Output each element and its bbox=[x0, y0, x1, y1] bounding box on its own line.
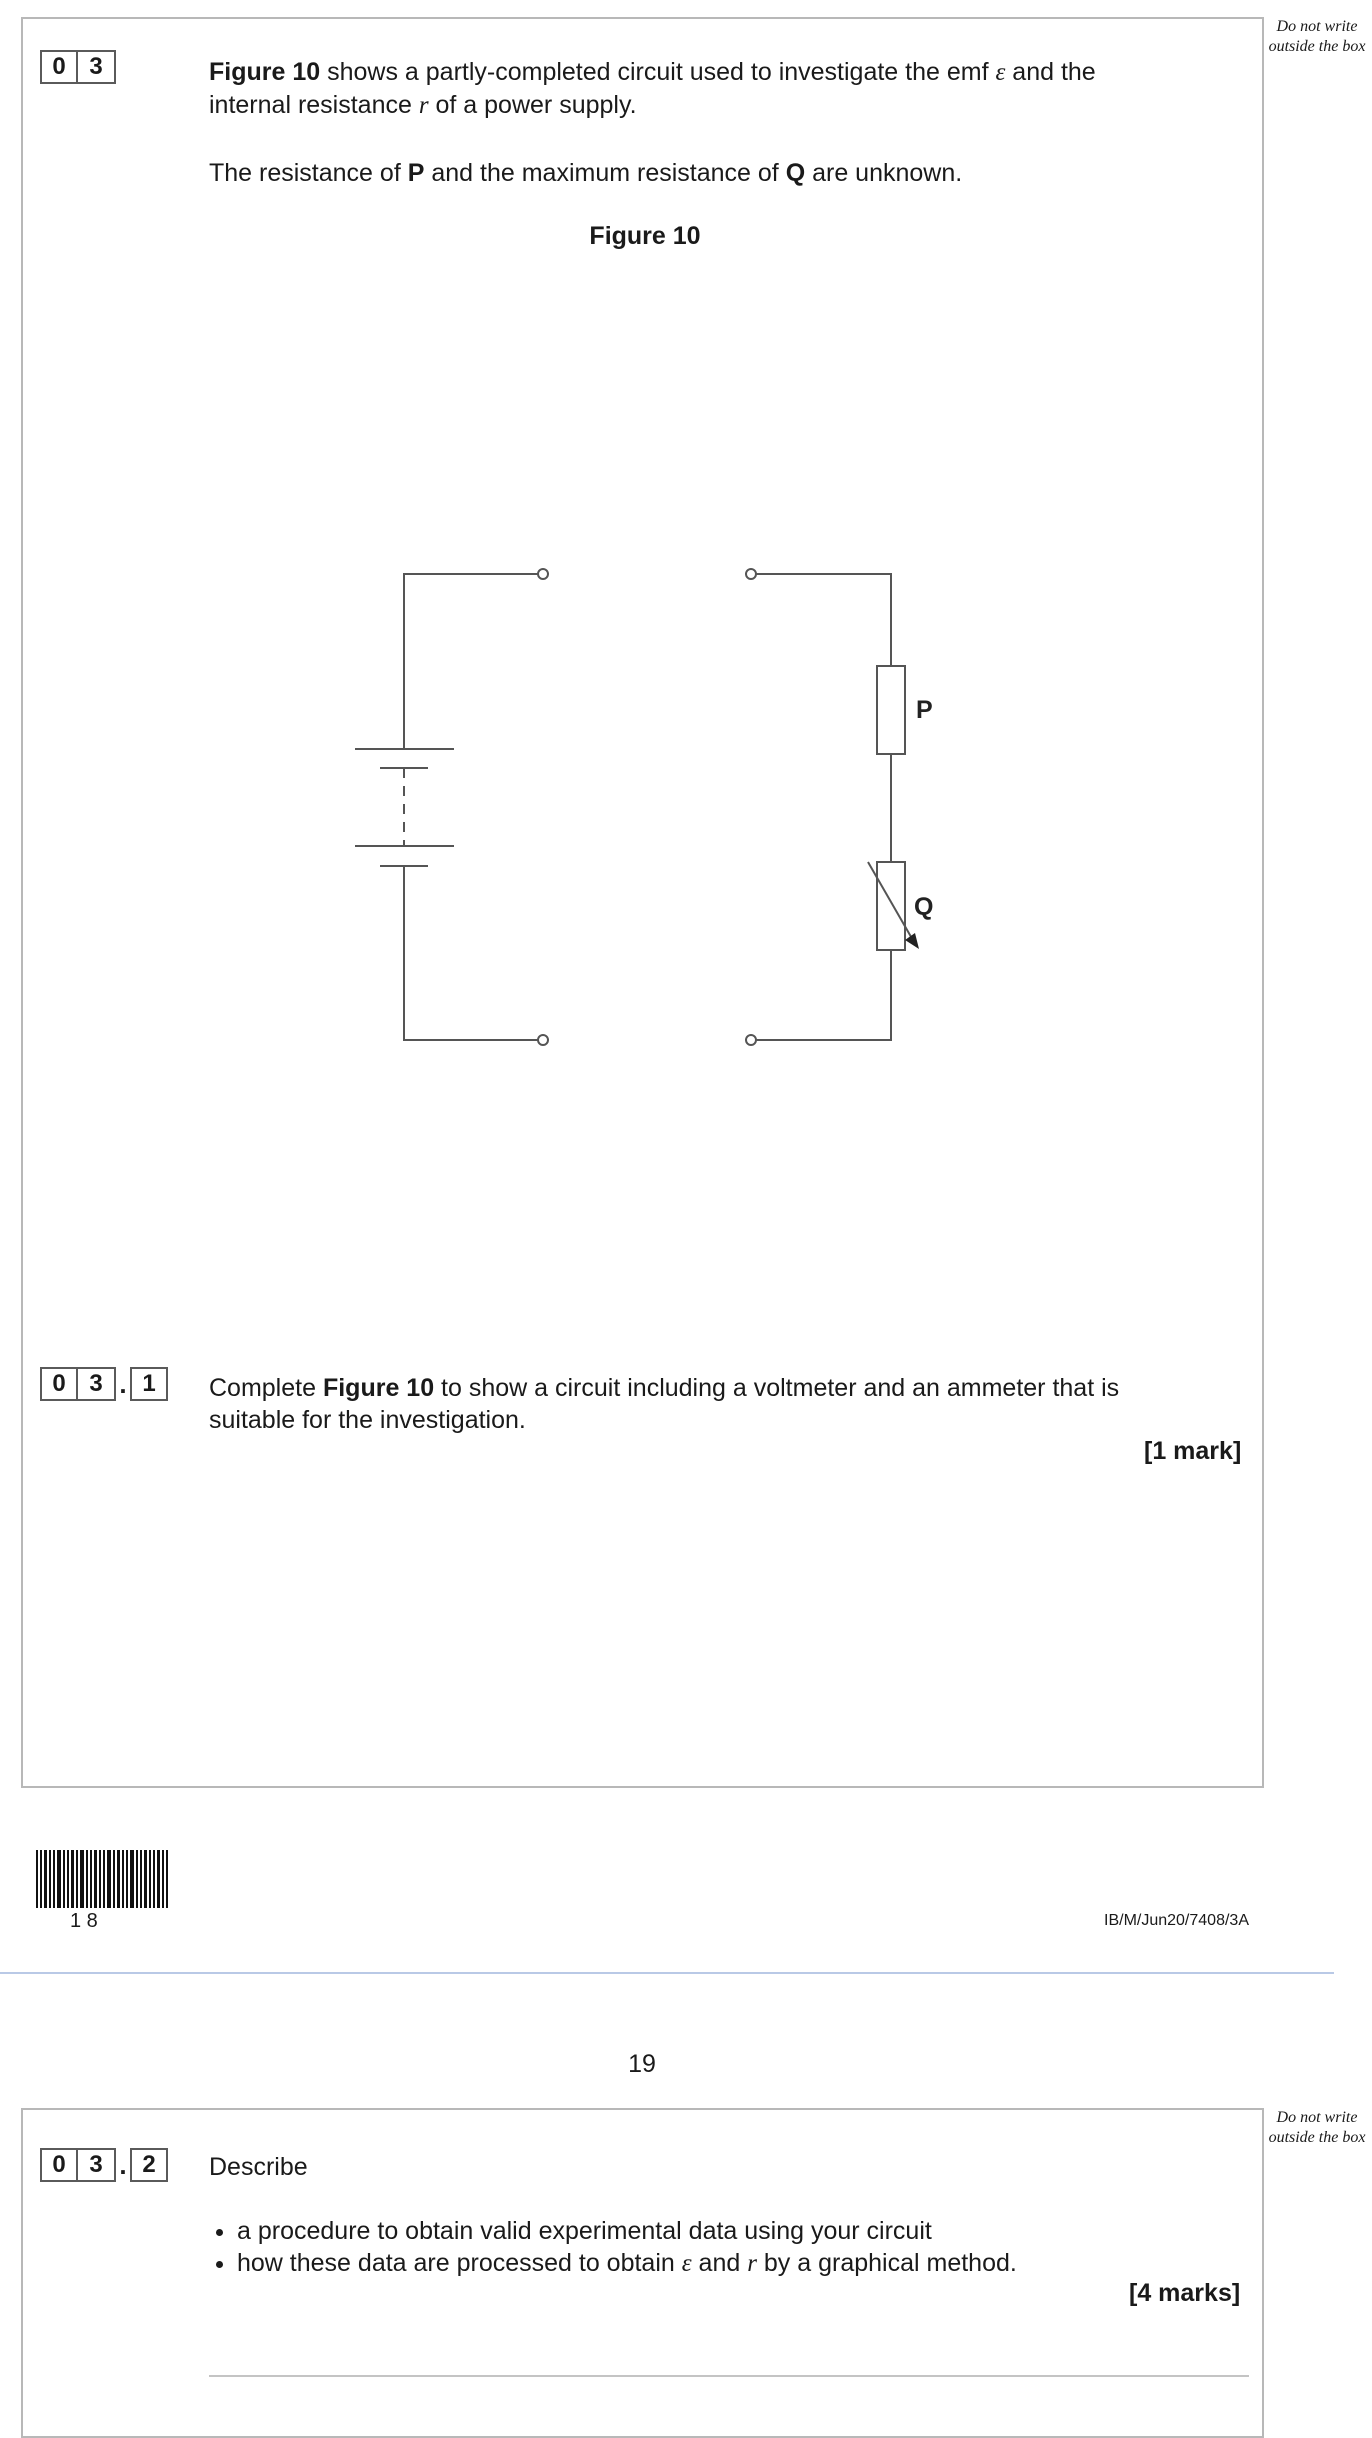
subquestion-number-box: 0 3 . 1 bbox=[40, 1367, 168, 1401]
terminal-node bbox=[538, 569, 548, 579]
subquestion-text-part: suitable for the investigation. bbox=[209, 1406, 526, 1434]
figure-title: Figure 10 bbox=[589, 222, 701, 250]
resistor-p bbox=[877, 666, 905, 754]
question-digit: 3 bbox=[78, 2148, 116, 2182]
intro-text: shows a partly-completed circuit used to investigate the emf bbox=[320, 58, 996, 86]
resistance-text: and the maximum resistance of bbox=[424, 159, 786, 187]
answer-line[interactable] bbox=[209, 2375, 1249, 2377]
label-q: Q bbox=[785, 159, 806, 187]
question-digit: 1 bbox=[130, 1367, 168, 1401]
barcode bbox=[36, 1850, 171, 1922]
subquestion-prompt: Describe bbox=[209, 2153, 308, 2181]
list-item bbox=[237, 2247, 1249, 2280]
circuit-wire bbox=[756, 950, 891, 1040]
question-digit: 0 bbox=[40, 2148, 78, 2182]
circuit-wire bbox=[404, 574, 538, 748]
page-separator bbox=[0, 1972, 1334, 1974]
footer-code: IB/M/Jun20/7408/3A bbox=[1104, 1912, 1249, 1929]
figure-reference: Figure 10 bbox=[209, 58, 321, 86]
r-symbol: r bbox=[747, 2250, 757, 2277]
terminal-node bbox=[746, 569, 756, 579]
subquestion-text-part: Complete bbox=[209, 1374, 323, 1402]
r-symbol: r bbox=[418, 92, 429, 119]
question-digit: 0 bbox=[40, 50, 78, 84]
page-number: 19 bbox=[628, 2050, 656, 2078]
terminal-node bbox=[538, 1035, 548, 1045]
subquestion-text bbox=[209, 1372, 1249, 1436]
question-digit: 2 bbox=[130, 2148, 168, 2182]
resistor-label-q: Q bbox=[914, 893, 934, 921]
bullet-text: by a graphical method. bbox=[756, 2249, 1017, 2277]
arrow-head bbox=[905, 933, 919, 949]
margin-note: Do not write outside the box bbox=[1268, 2109, 1366, 2146]
question-digit: 3 bbox=[78, 50, 116, 84]
emf-symbol: ε bbox=[681, 2250, 692, 2277]
marks-label: [1 mark] bbox=[1144, 1437, 1242, 1465]
barcode-digits: 1 8 bbox=[70, 1910, 98, 1932]
figure-reference: Figure 10 bbox=[322, 1374, 435, 1402]
bullet-text: and bbox=[691, 2249, 748, 2277]
margin-note: Do not write outside the box bbox=[1268, 18, 1366, 55]
emf-symbol: ε bbox=[995, 59, 1006, 86]
resistance-text: are unknown. bbox=[805, 159, 963, 187]
marks-label: [4 marks] bbox=[1129, 2279, 1241, 2307]
subquestion-text-part: to show a circuit including a voltmeter and an ammeter that is bbox=[434, 1374, 1120, 1402]
circuit-diagram bbox=[0, 0, 1334, 1100]
bullet-list bbox=[209, 2215, 1249, 2280]
intro-text: of a power supply. bbox=[428, 91, 637, 119]
question-digit: 0 bbox=[40, 1367, 78, 1401]
resistance-text: The resistance of bbox=[209, 159, 408, 187]
circuit-wire bbox=[404, 866, 538, 1040]
bullet-text: how these data are processed to obtain bbox=[237, 2249, 682, 2277]
variable-resistor-q bbox=[877, 862, 905, 950]
terminal-node bbox=[746, 1035, 756, 1045]
subquestion-number-box: 0 3 . 2 bbox=[40, 2148, 168, 2182]
variable-resistor-arrow bbox=[868, 862, 914, 942]
circuit-wire bbox=[756, 574, 891, 666]
question-digit: 3 bbox=[78, 1367, 116, 1401]
list-item: • a procedure to obtain valid experimental data using your circuit bbox=[237, 2215, 1249, 2247]
intro-text: internal resistance bbox=[209, 91, 419, 119]
resistor-label-p: P bbox=[916, 696, 933, 724]
label-p: P bbox=[407, 159, 425, 187]
intro-text: and the bbox=[1005, 58, 1096, 86]
